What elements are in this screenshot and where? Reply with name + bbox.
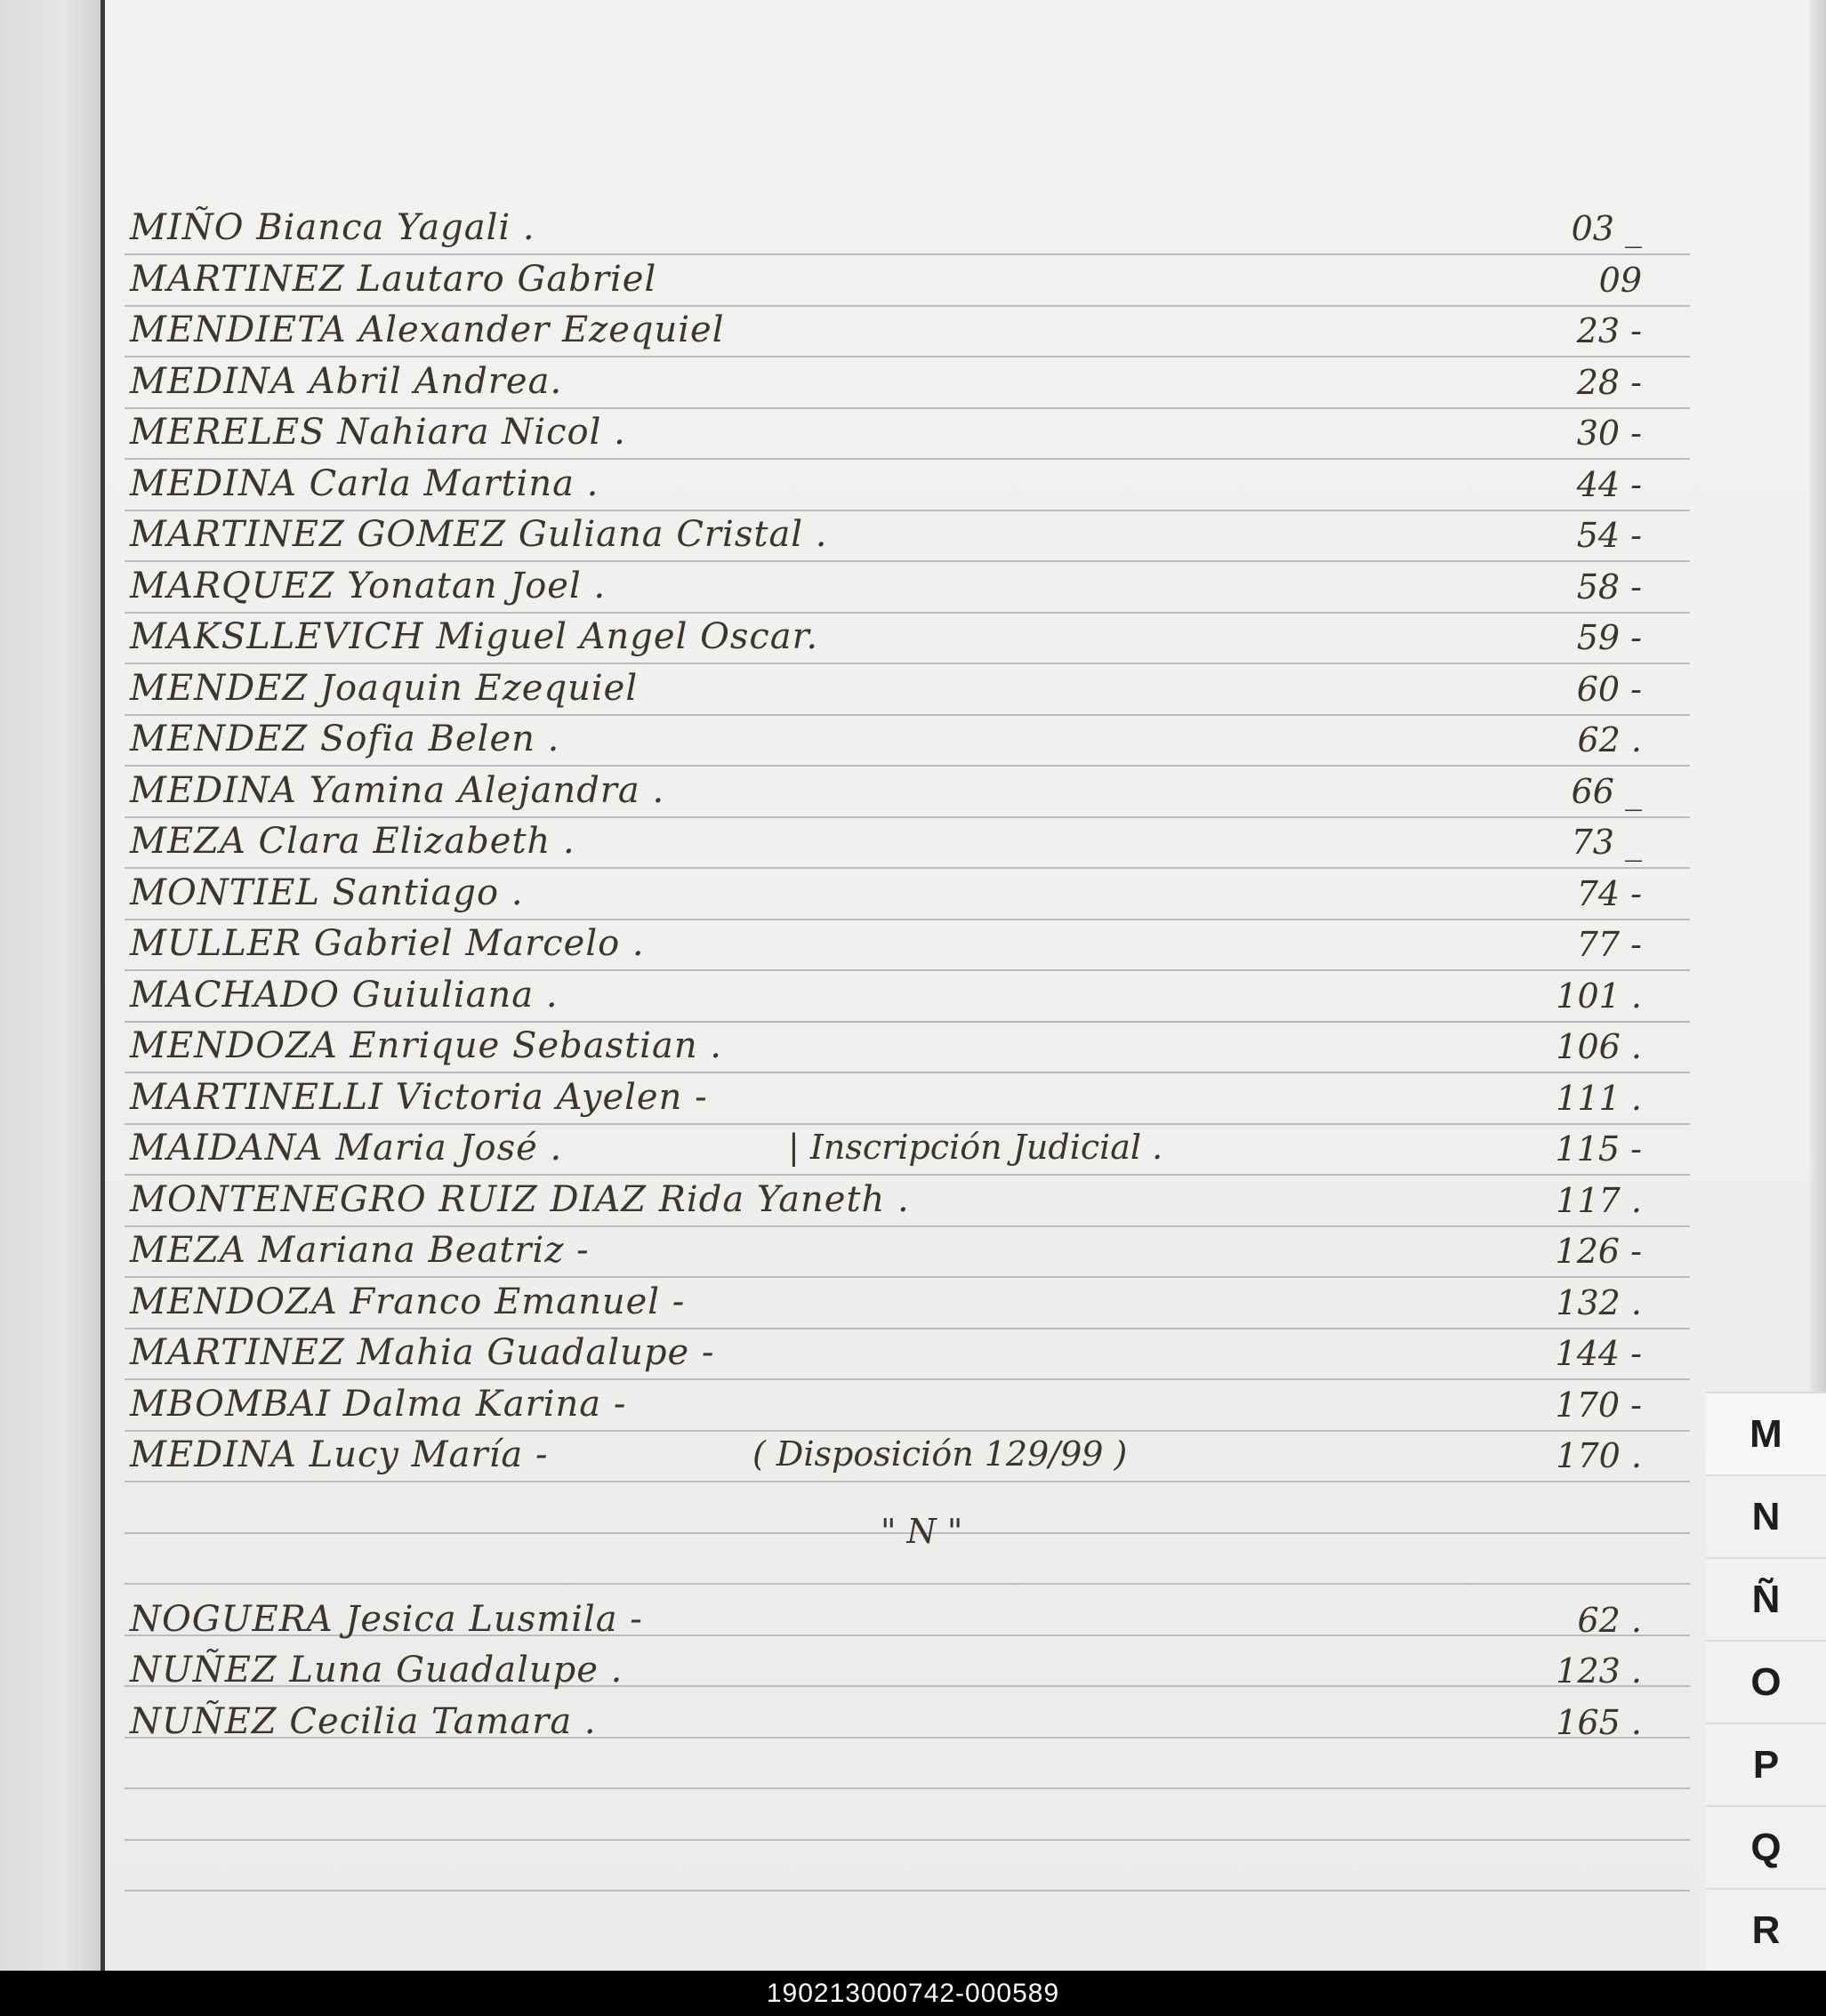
entry-number: 170 - xyxy=(1555,1385,1642,1425)
index-page xyxy=(105,0,1826,1971)
ledger-entry xyxy=(130,564,1677,610)
entry-number: 74 - xyxy=(1576,873,1642,913)
ledger-entry xyxy=(130,819,1677,865)
ledger-entry xyxy=(130,921,1677,968)
ledger-entry xyxy=(130,871,1677,917)
ruled-line xyxy=(125,1890,1690,1892)
ruled-line xyxy=(125,1225,1690,1227)
ruled-line xyxy=(125,919,1690,920)
ledger-entry xyxy=(130,1126,1677,1172)
entry-name: MEDINA Lucy María - xyxy=(130,1434,549,1475)
entry-name: MEDINA Abril Andrea. xyxy=(130,360,563,402)
entry-name: MENDIETA Alexander Ezequiel xyxy=(130,309,725,350)
ruled-line xyxy=(125,1787,1690,1789)
ruled-line xyxy=(125,1276,1690,1278)
entry-number: 101 . xyxy=(1556,976,1642,1016)
ledger-entry xyxy=(130,512,1677,558)
entry-name: MEDINA Carla Martina . xyxy=(130,462,599,504)
entry-number: 170 . xyxy=(1556,1436,1642,1475)
index-tab[interactable]: Ñ xyxy=(1706,1557,1826,1641)
entry-number: 111 . xyxy=(1556,1078,1642,1118)
ledger-entry xyxy=(130,1280,1677,1326)
index-tab[interactable]: P xyxy=(1706,1723,1826,1806)
left-page-edge xyxy=(0,0,105,1971)
entry-number: 30 - xyxy=(1576,414,1642,453)
ruled-line xyxy=(125,1328,1690,1329)
ruled-line xyxy=(125,1378,1690,1380)
index-tab[interactable]: M xyxy=(1706,1392,1826,1475)
entry-number: 58 - xyxy=(1576,566,1642,606)
ruled-line xyxy=(125,816,1690,818)
ruled-line xyxy=(125,1123,1690,1125)
entry-name: MONTIEL Santiago . xyxy=(130,871,524,913)
ledger-entry xyxy=(130,359,1677,406)
entry-name: NOGUERA Jesica Lusmila - xyxy=(130,1598,643,1640)
ledger-entry xyxy=(130,768,1677,815)
entry-name: NUÑEZ Luna Guadalupe . xyxy=(130,1650,623,1691)
entry-number: 123 . xyxy=(1556,1651,1642,1691)
entry-name: MENDEZ Joaquin Ezequiel xyxy=(130,667,639,709)
entry-number: 106 . xyxy=(1556,1027,1642,1066)
ruled-line xyxy=(125,407,1690,409)
entry-name: MENDOZA Enrique Sebastian . xyxy=(130,1025,723,1066)
entry-number: 28 - xyxy=(1576,362,1642,402)
ruled-line xyxy=(125,1021,1690,1023)
ruled-line xyxy=(125,356,1690,357)
ledger-entry xyxy=(130,1382,1677,1428)
alphabet-index-tabs xyxy=(1706,1392,1826,1971)
entry-note: | Inscripción Judicial . xyxy=(788,1128,1163,1167)
entry-number: 62 . xyxy=(1577,720,1642,759)
index-tab[interactable]: Q xyxy=(1706,1805,1826,1889)
entry-number: 126 - xyxy=(1555,1232,1642,1271)
ruled-line xyxy=(125,663,1690,664)
entry-name: NUÑEZ Cecilia Tamara . xyxy=(130,1700,597,1742)
ledger-entry xyxy=(130,1024,1677,1070)
ruled-line xyxy=(125,969,1690,971)
ledger-entry xyxy=(130,1075,1677,1121)
ledger-entry xyxy=(130,614,1677,661)
ruled-line xyxy=(125,765,1690,767)
ruled-line xyxy=(125,560,1690,562)
ledger-entry xyxy=(130,1699,1677,1746)
entry-name: MEZA Mariana Beatriz - xyxy=(130,1230,590,1271)
ledger-entry xyxy=(130,1648,1677,1694)
ledger-entry xyxy=(130,666,1677,712)
ledger-entry xyxy=(130,1330,1677,1377)
entry-name: MENDEZ Sofia Belen . xyxy=(130,719,560,759)
entry-note: ( Disposición 129/99 ) xyxy=(752,1434,1128,1474)
entry-name: MBOMBAI Dalma Karina - xyxy=(130,1383,627,1425)
ledger-entry xyxy=(130,462,1677,508)
ledger-entry xyxy=(130,205,1677,252)
index-tab[interactable]: N xyxy=(1706,1474,1826,1558)
entry-number: 62 . xyxy=(1577,1600,1642,1640)
entry-number: 144 - xyxy=(1555,1334,1642,1373)
entry-name: MARQUEZ Yonatan Joel . xyxy=(130,565,607,606)
entry-number: 66 _ xyxy=(1571,771,1642,811)
ruled-line xyxy=(125,867,1690,869)
entry-name: MARTINELLI Victoria Ayelen - xyxy=(130,1076,708,1118)
ruled-line xyxy=(125,1174,1690,1176)
footer-bar xyxy=(0,1971,1826,2016)
entry-name: MARTINEZ GOMEZ Guliana Cristal . xyxy=(130,514,828,555)
entry-number: 03 _ xyxy=(1571,209,1642,248)
entry-name: MAKSLLEVICH Miguel Angel Oscar. xyxy=(130,616,819,657)
entry-number: 117 . xyxy=(1556,1180,1642,1220)
entry-number: 60 - xyxy=(1576,669,1642,709)
ruled-line xyxy=(125,1583,1690,1585)
entry-name: MARTINEZ Mahia Guadalupe - xyxy=(130,1332,715,1373)
ledger-entry xyxy=(130,308,1677,354)
entry-name: MIÑO Bianca Yagali . xyxy=(130,207,535,248)
ledger-entry xyxy=(130,717,1677,763)
ruled-line xyxy=(125,612,1690,614)
section-n-mark: " N " xyxy=(881,1512,963,1551)
entry-number: 115 - xyxy=(1555,1129,1642,1169)
entry-name: MEZA Clara Elizabeth . xyxy=(130,821,575,862)
entry-number: 44 - xyxy=(1576,464,1642,504)
entry-number: 77 - xyxy=(1576,925,1642,964)
ledger-entry xyxy=(130,1228,1677,1274)
entry-name: MONTENEGRO RUIZ DIAZ Rida Yaneth . xyxy=(130,1178,910,1220)
index-tab[interactable]: O xyxy=(1706,1640,1826,1723)
ledger-entry xyxy=(130,410,1677,456)
entry-name: MEDINA Yamina Alejandra . xyxy=(130,769,665,811)
entry-number: 54 - xyxy=(1576,516,1642,555)
ledger-entry xyxy=(130,973,1677,1019)
entry-name: MARTINEZ Lautaro Gabriel xyxy=(130,258,657,300)
entry-number: 59 - xyxy=(1576,618,1642,657)
entry-number: 23 - xyxy=(1576,311,1642,350)
ruled-line xyxy=(125,1072,1690,1073)
entry-number: 165 . xyxy=(1556,1702,1642,1742)
ledger-entry xyxy=(130,257,1677,303)
entry-number: 09 xyxy=(1598,260,1642,300)
document-id: 190213000742-000589 xyxy=(766,1978,1060,2008)
ledger-entry xyxy=(130,1177,1677,1224)
ledger-entry xyxy=(130,1433,1677,1479)
ruled-line xyxy=(125,510,1690,511)
ruled-line xyxy=(125,253,1690,255)
ruled-line xyxy=(125,458,1690,460)
entry-number: 73 _ xyxy=(1571,823,1642,862)
entry-name: MAIDANA Maria José . xyxy=(130,1128,563,1169)
ruled-line xyxy=(125,1481,1690,1482)
index-tab[interactable]: R xyxy=(1706,1888,1826,1972)
entry-name: MULLER Gabriel Marcelo . xyxy=(130,923,645,964)
ledger-entry xyxy=(130,1597,1677,1643)
entry-name: MERELES Nahiara Nicol . xyxy=(130,412,626,453)
ruled-line xyxy=(125,305,1690,307)
entry-number: 132 . xyxy=(1556,1282,1642,1322)
entry-name: MACHADO Guiuliana . xyxy=(130,974,559,1016)
ruled-line xyxy=(125,1430,1690,1432)
ruled-line xyxy=(125,1839,1690,1841)
entry-name: MENDOZA Franco Emanuel - xyxy=(130,1281,686,1322)
ruled-line xyxy=(125,714,1690,716)
